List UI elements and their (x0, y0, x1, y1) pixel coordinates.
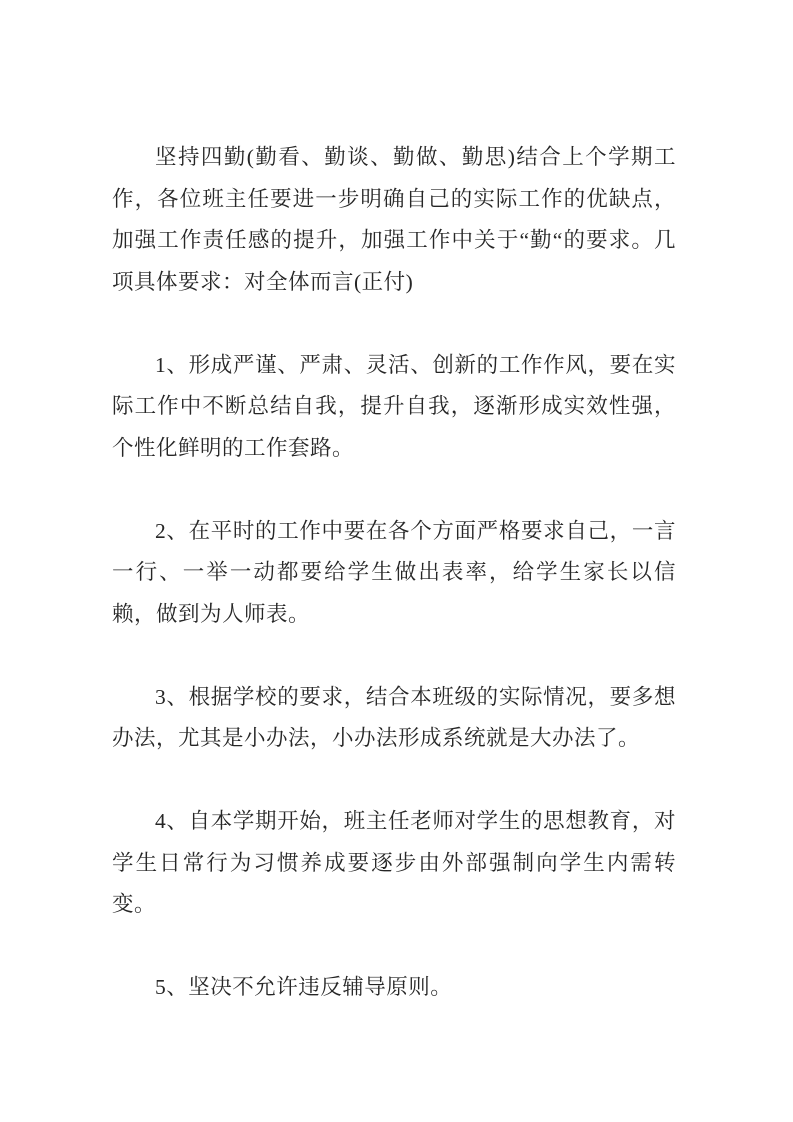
paragraph-item-4: 4、自本学期开始，班主任老师对学生的思想教育，对学生日常行为习惯养成要逐步由外部强制向学生内需转变。 (112, 809, 676, 916)
paragraph-item-2: 2、在平时的工作中要在各个方面严格要求自己，一言一行、一举一动都要给学生做出表率，给学生家长以信赖，做到为人师表。 (112, 518, 676, 626)
paragraph-item-1: 1、形成严谨、严肃、灵活、创新的工作作风，要在实际工作中不断总结自我，提升自我，逐渐形成实效性强，个性化鲜明的工作套路。 (112, 352, 676, 460)
paragraph-item-5: 5、坚决不允许违反辅导原则。 (155, 975, 453, 999)
document-body (112, 137, 676, 1009)
paragraph-item-3: 3、根据学校的要求，结合本班级的实际情况，要多想办法，尤其是小办法，小办法形成系统就是大办法了。 (112, 684, 676, 750)
paragraph-intro: 坚持四勤(勤看、勤谈、勤做、勤思)结合上个学期工作，各位班主任要进一步明确自己的实际工作的优缺点，加强工作责任感的提升，加强工作中关于“勤“的要求。几项具体要求：对全体而言(正付) (112, 145, 676, 294)
